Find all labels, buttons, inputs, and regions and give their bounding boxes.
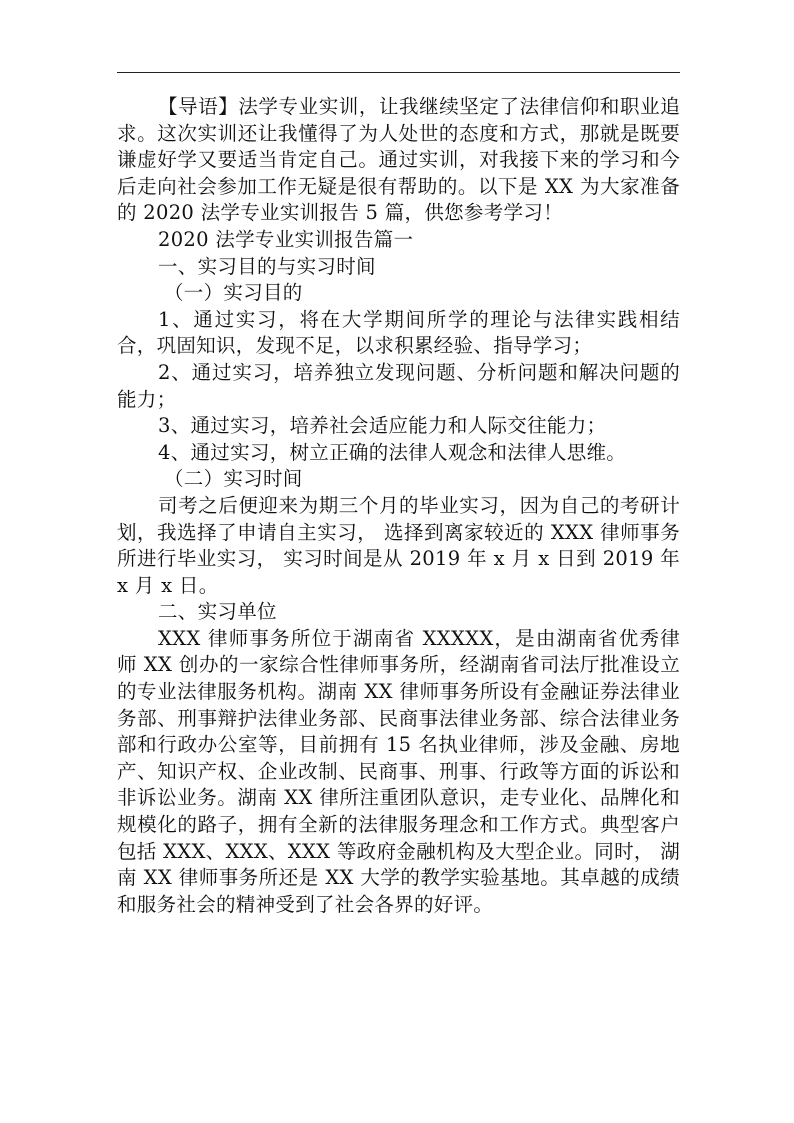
header-rule [117,72,680,73]
report-title: 2020 法学专业实训报告篇一 [158,227,414,251]
subsection-heading-time: （二）实习时间 [164,467,303,491]
unit-paragraph: XXX 律师事务所位于湖南省 XXXXX，是由湖南省优秀律师 XX 创办的一家综合性律师事务所，经湖南省司法厅批准设立的专业法律服务机构。湖南 XX 律师事务所设有金融证券法律业务部、刑事辩护法律业务部、民商事法律业务部、综合法律业务部和行政办公室等，目前拥有 15 名执业律师，涉及金融、房地产、知识产权、企业改制、民商事、刑事、行政等方面的诉讼和非诉讼业务。湖南 XX 律所注重团队意识，走专业化、品牌化和规模化的路子，拥有全新的法律服务理念和工作方式。典型客户包括 XXX、XXX、XXX 等政府金融机构及大型企业。同时， 湖南 XX 律师事务所还是 XX 大学的教学实验基地。其卓越的成绩和服务社会的精神受到了社会各界的好评。 [117,626,680,916]
purpose-item-2: 2、通过实习，培养独立发现问题、分析问题和解决问题的能力； [117,360,680,411]
purpose-item-3: 3、通过实习，培养社会适应能力和人际交往能力； [158,414,607,438]
purpose-item-4: 4、通过实习，树立正确的法律人观念和法律人思维。 [158,440,627,464]
intro-paragraph: 【导语】法学专业实训，让我继续坚定了法律信仰和职业追求。这次实训还让我懂得了为人处世的态度和方式，那就是既要谦虚好学又要适当肯定自己。通过实训，对我接下来的学习和今后走向社会参加工作无疑是很有帮助的。以下是 XX 为大家准备的 2020 法学专业实训报告 5 篇，供您参考学习！ [117,95,680,225]
section-heading-2: 二、实习单位 [158,600,277,624]
subsection-heading-purpose: （一）实习目的 [164,281,303,305]
section-heading-1: 一、实习目的与实习时间 [158,254,376,278]
purpose-item-1: 1、通过实习，将在大学期间所学的理论与法律实践相结合，巩固知识，发现不足，以求积累经验、指导学习； [117,307,680,358]
time-paragraph: 司考之后便迎来为期三个月的毕业实习，因为自己的考研计划，我选择了申请自主实习， 选择到离家较近的 XXX 律师事务所进行毕业实习， 实习时间是从 2019 年 x 月 x 日到 2019 年 x 月 x 日。 [117,493,680,597]
document-body [117,94,680,918]
